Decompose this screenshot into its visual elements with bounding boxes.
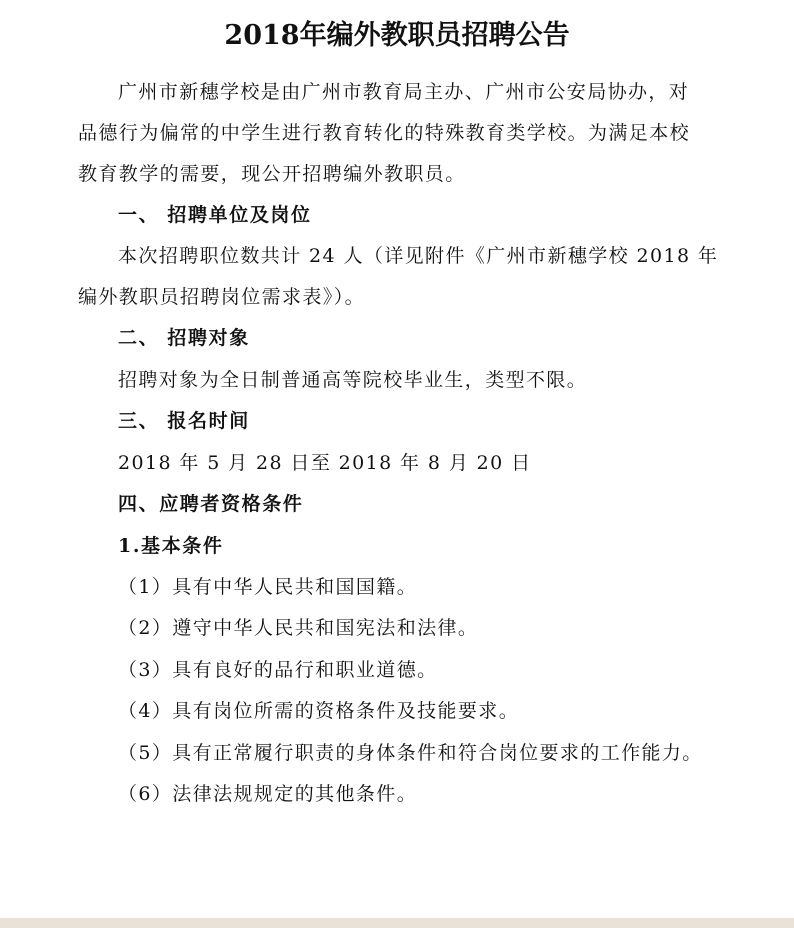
section-1-line-2: 编外教职员招聘岗位需求表》）。 xyxy=(78,286,366,308)
section-4-subheading: 1.基本条件 xyxy=(118,535,224,557)
condition-item-5: （5）具有正常履行职责的身体条件和符合岗位要求的工作能力。 xyxy=(118,742,703,764)
section-3-line-1: 2018 年 5 月 28 日至 2018 年 8 月 20 日 xyxy=(118,452,532,474)
section-3-heading: 三、 报名时间 xyxy=(118,410,250,432)
section-2-heading: 二、 招聘对象 xyxy=(118,327,250,349)
section-2-line-1: 招聘对象为全日制普通高等院校毕业生，类型不限。 xyxy=(118,369,588,391)
intro-line-1: 广州市新穗学校是由广州市教育局主办、广州市公安局协办，对 xyxy=(118,81,690,103)
condition-item-2: （2）遵守中华人民共和国宪法和法律。 xyxy=(118,617,479,639)
condition-item-6: （6）法律法规规定的其他条件。 xyxy=(118,783,418,805)
page-bottom-edge xyxy=(0,918,794,928)
condition-item-1: （1）具有中华人民共和国国籍。 xyxy=(118,576,418,598)
section-4-heading: 四、应聘者资格条件 xyxy=(118,493,304,515)
condition-item-4: （4）具有岗位所需的资格条件及技能要求。 xyxy=(118,700,520,722)
section-1-heading: 一、 招聘单位及岗位 xyxy=(118,204,312,226)
section-1-line-1: 本次招聘职位数共计 24 人（详见附件《广州市新穗学校 2018 年 xyxy=(118,245,719,267)
condition-item-3: （3）具有良好的品行和职业道德。 xyxy=(118,659,438,681)
intro-line-2: 品德行为偏常的中学生进行教育转化的特殊教育类学校。为满足本校 xyxy=(78,122,691,144)
intro-line-3: 教育教学的需要，现公开招聘编外教职员。 xyxy=(78,163,466,185)
document-title: 2018年编外教职员招聘公告 xyxy=(224,20,570,51)
